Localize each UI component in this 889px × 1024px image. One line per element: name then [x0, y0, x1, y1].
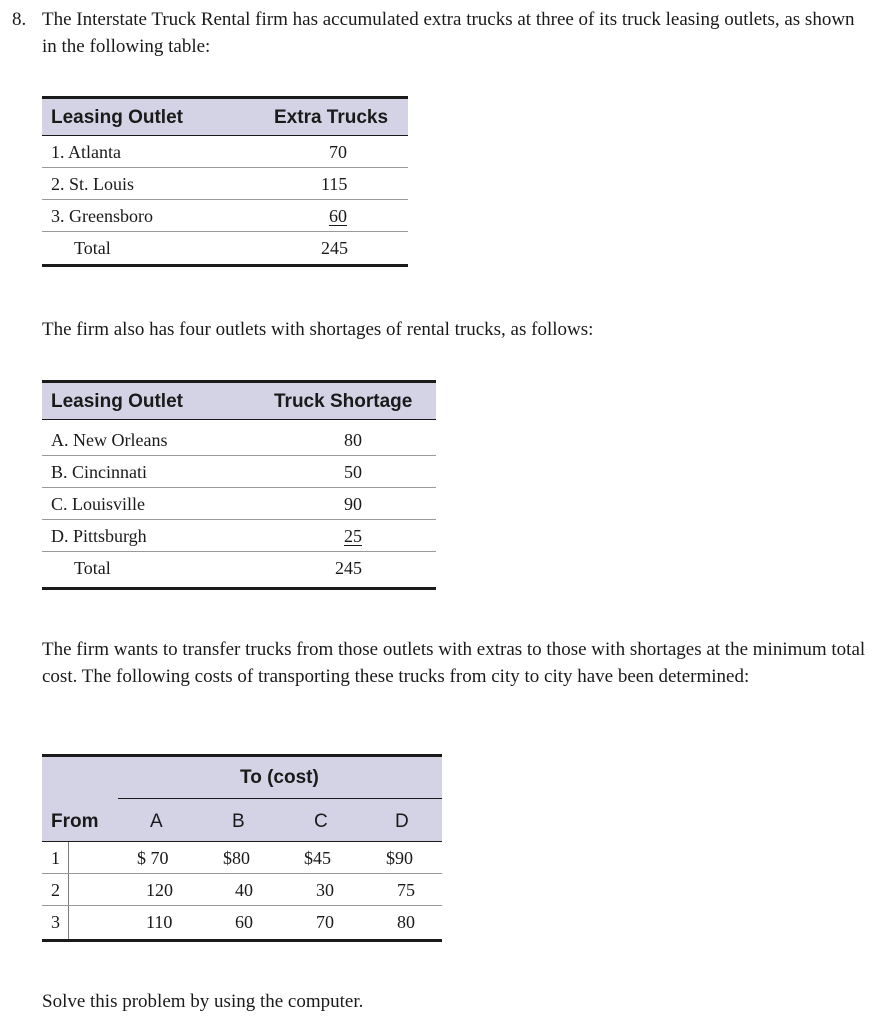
- shortage-intro: The firm also has four outlets with shortages of rental trucks, as follows:: [42, 319, 594, 340]
- from-header: From: [51, 811, 99, 832]
- value-cell: 60: [329, 206, 347, 226]
- table-header: [42, 380, 436, 420]
- to-cost-header: To (cost): [240, 767, 319, 788]
- value-cell: 90: [344, 494, 362, 514]
- cost-cell: 60: [235, 912, 253, 932]
- from-cell: 2: [51, 880, 60, 900]
- column-header-d: D: [395, 811, 409, 832]
- value-cell: 25: [344, 526, 362, 546]
- outlet-cell: A. New Orleans: [51, 430, 168, 450]
- column-header-a: A: [150, 811, 163, 832]
- problem-intro: [12, 6, 874, 60]
- shortage-table: [42, 380, 436, 591]
- table-row: [42, 200, 408, 232]
- table-row: [42, 456, 436, 488]
- header-truck-shortage: Truck Shortage: [274, 391, 413, 412]
- cost-cell: 110: [146, 912, 173, 932]
- cost-cell: $ 70: [137, 848, 169, 868]
- table-row: [42, 424, 436, 456]
- table-row: [42, 874, 442, 906]
- cost-cell: 70: [316, 912, 334, 932]
- table-row: [42, 906, 442, 942]
- total-label: Total: [74, 238, 111, 258]
- table-row: [42, 136, 408, 168]
- cost-cell: $90: [386, 848, 413, 868]
- cost-cell: $80: [223, 848, 250, 868]
- cost-cell: $45: [304, 848, 331, 868]
- from-cell: 3: [51, 912, 60, 932]
- header-leasing-outlet: Leasing Outlet: [51, 107, 183, 128]
- intro-text: The Interstate Truck Rental firm has accumulated extra trucks at three of its truck leasing outlets, as shown in the following table:: [42, 9, 855, 57]
- total-value: 245: [321, 238, 348, 258]
- value-cell: 70: [329, 142, 347, 162]
- table-row: [42, 520, 436, 552]
- cost-cell: 80: [397, 912, 415, 932]
- cost-cell: 40: [235, 880, 253, 900]
- extra-trucks-table: [42, 96, 408, 270]
- outlet-cell: 3. Greensboro: [51, 206, 153, 226]
- total-row: [42, 232, 408, 267]
- cost-table: [42, 754, 442, 944]
- group-divider: [118, 798, 442, 799]
- total-row: [42, 552, 436, 590]
- table-row: [42, 488, 436, 520]
- outlet-cell: D. Pittsburgh: [51, 526, 147, 546]
- transfer-text: The firm wants to transfer trucks from those outlets with extras to those with shortages at the minimum total cost. The following costs of transporting these trucks from city to city have been determined:: [42, 639, 866, 687]
- header-extra-trucks: Extra Trucks: [274, 107, 389, 128]
- column-header-b: B: [232, 811, 245, 832]
- total-label: Total: [74, 558, 111, 578]
- total-value: 245: [335, 558, 362, 578]
- from-cell: 1: [51, 848, 60, 868]
- cost-cell: 75: [397, 880, 415, 900]
- closing-text: Solve this problem by using the computer.: [42, 991, 364, 1012]
- table-row: [42, 168, 408, 200]
- column-header-c: C: [314, 811, 328, 832]
- outlet-cell: B. Cincinnati: [51, 462, 147, 482]
- table-row: [42, 842, 442, 874]
- outlet-cell: C. Louisville: [51, 494, 145, 514]
- table-header: [42, 96, 408, 136]
- outlet-cell: 2. St. Louis: [51, 174, 135, 194]
- value-cell: 80: [344, 430, 362, 450]
- outlet-cell: 1. Atlanta: [51, 142, 121, 162]
- cost-table-header: [42, 754, 442, 842]
- problem-number: 8.: [12, 9, 27, 30]
- cost-cell: 30: [316, 880, 334, 900]
- header-leasing-outlet: Leasing Outlet: [51, 391, 183, 412]
- cost-cell: 120: [146, 880, 173, 900]
- value-cell: 50: [344, 462, 362, 482]
- value-cell: 115: [321, 174, 348, 194]
